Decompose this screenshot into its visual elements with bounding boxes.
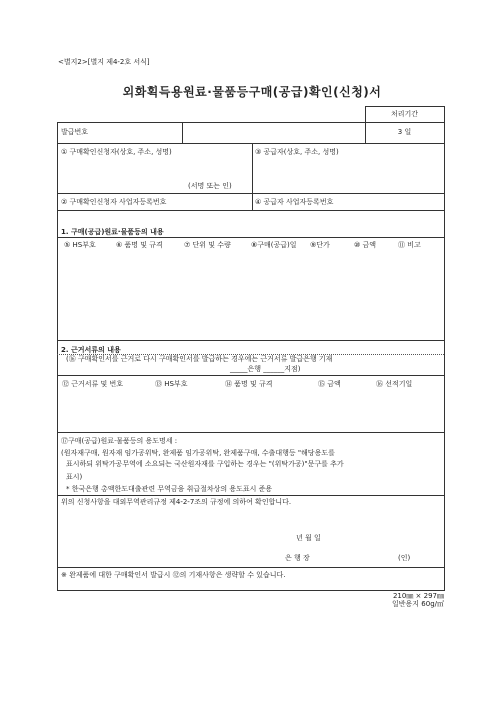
applicant-name-field[interactable] (60, 160, 248, 180)
seal-label: (인) (398, 554, 411, 562)
col-shipping-date: ⑯ 선적기일 (376, 380, 413, 388)
confirmation-date: 년 월 일 (296, 534, 321, 542)
supplier-name-label: ③ 공급자(상호, 주소, 성명) (255, 148, 339, 156)
paper-type: 일반용지 60g/㎡ (392, 600, 444, 608)
processing-period-label: 처리기간 (390, 110, 419, 118)
document-title: 외화획득용원료·물품등구매(공급)확인(신청)서 (122, 85, 382, 99)
col-unit-qty: ⑦ 단위 및 수량 (184, 241, 231, 249)
section2-items-area[interactable] (60, 394, 441, 429)
issue-number-field[interactable] (185, 125, 361, 140)
applicant-biz-label: ② 구매확인신청자 사업자등록번호 (61, 198, 167, 206)
usage-line-3: 표시) (66, 473, 83, 481)
col-unit-price: ⑨단가 (310, 241, 330, 249)
paper-size: 210㎜ × 297㎜ (392, 592, 444, 600)
usage-line-1: (원자재구매, 원자재 임가공위탁, 완제품 임가공위탁, 완제품구매, 수출대행등 "해당용도를 (61, 449, 335, 457)
section1-items-area[interactable] (60, 255, 441, 335)
section2-note: (⑯ 구매확인서를 근거로 다시 구매확인서를 발급하는 경우에는 근거서류 발급은행 기재 (66, 355, 333, 363)
section1-title: 1. 구매(공급)원료·물품등의 내용 (61, 228, 164, 236)
section2-title: 2. 근거서류의 내용 (61, 346, 121, 354)
col-basis-doc: ⑫ 근거서류 및 번호 (62, 380, 124, 388)
usage-line-2: 표시하되 위탁가공무역에 소요되는 국산원자재를 구입하는 경우는 "(위탁가공)"문구를 추가 (66, 460, 344, 468)
processing-period-value: 3 일 (397, 128, 412, 136)
applicant-signature-label: (서명 또는 인) (188, 182, 232, 190)
form-number: <별지2>[별지 제4-2호 서식] (58, 58, 150, 66)
footnote: ※ 완제품에 대한 구매확인서 발급시 ⑫의 기재사항은 생략할 수 있습니다. (61, 571, 286, 579)
col-item-spec: ⑥ 품명 및 규격 (116, 241, 163, 249)
bank-manager-label: 은 행 장 (285, 554, 310, 562)
supplier-name-field[interactable] (255, 160, 440, 188)
col-remarks: ⑪ 비고 (398, 241, 421, 249)
usage-title: ⑰구매(공급)원료·물품등의 용도명세 : (61, 437, 178, 445)
col-amount: ⑩ 금액 (354, 241, 377, 249)
col-purchase-date: ⑧구매(공급)일 (251, 241, 297, 249)
applicant-name-label: ① 구매확인신청자(상호, 주소, 성명) (61, 148, 172, 156)
issue-number-label: 발급번호 (61, 128, 89, 136)
col-amount-2: ⑮ 금액 (318, 380, 341, 388)
usage-note: * 한국은행 총액한도대출관련 무역금융 취급절차상의 용도표시 준용 (66, 485, 273, 493)
section2-bank-branch: _____은행 ______지점) (230, 365, 301, 373)
col-hs-code: ⑤ HS부호 (64, 241, 96, 249)
supplier-biz-label: ④ 공급자 사업자등록번호 (255, 198, 334, 206)
col-item-spec-2: ⑭ 품명 및 규격 (225, 380, 273, 388)
col-hs-code-2: ⑬ HS부호 (155, 380, 188, 388)
confirmation-text: 위의 신청사항을 대외무역관리규정 제4-2-7조의 규정에 의하여 확인합니다. (61, 498, 292, 506)
